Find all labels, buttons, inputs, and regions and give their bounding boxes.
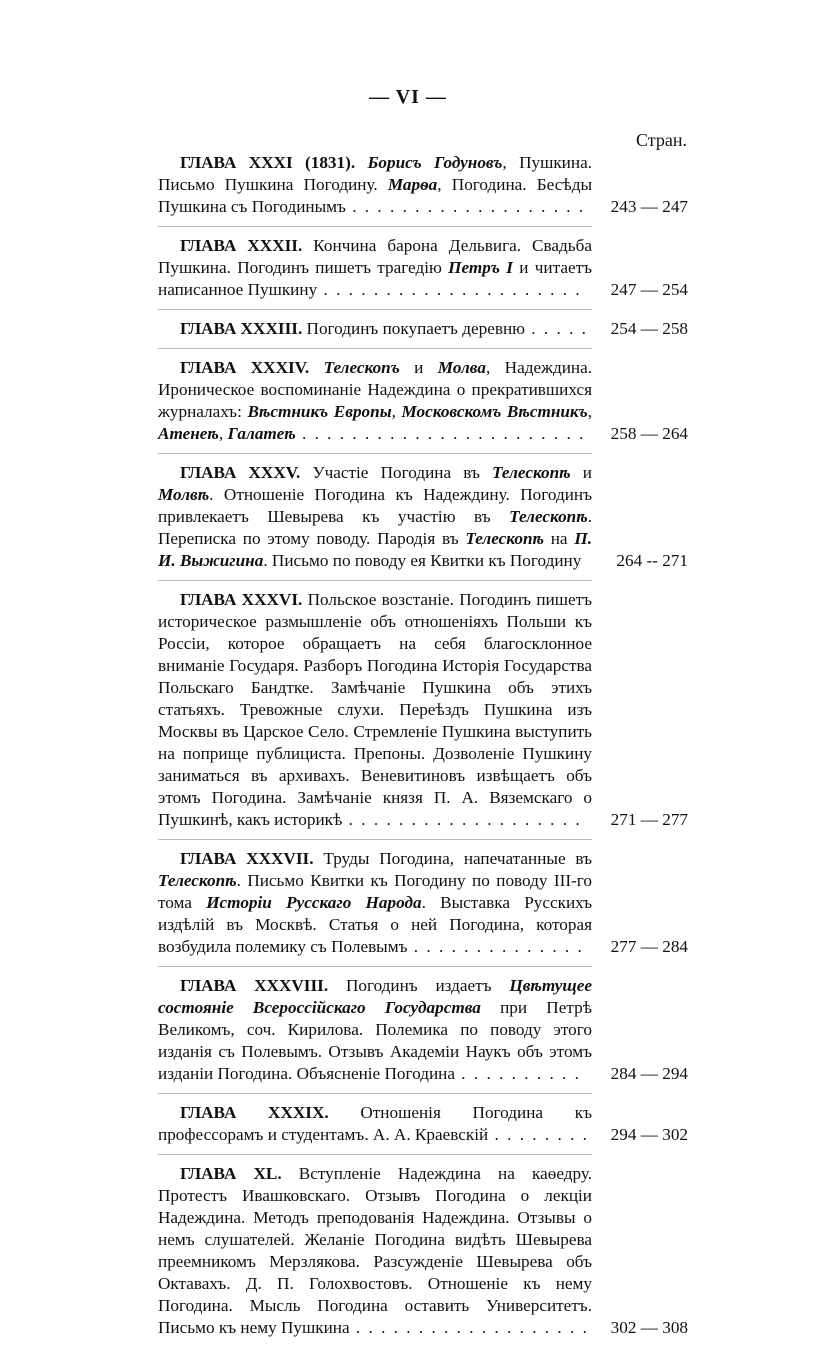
entry-text xyxy=(309,358,323,377)
italic-title: Молва xyxy=(437,358,486,377)
entry-text: Погодинъ покупаетъ деревню xyxy=(302,319,525,338)
page-range: 302 — 308 xyxy=(596,1317,688,1339)
toc-entry xyxy=(158,848,688,958)
italic-title: Телескопѣ xyxy=(509,507,588,526)
entry-text: Участіе Погодина въ xyxy=(300,463,493,482)
toc-entry xyxy=(158,462,688,572)
leader-dots: . . . . . . . . . . . . . . . . . . . xyxy=(342,810,582,829)
italic-title: Молвѣ xyxy=(158,485,210,504)
chapter-heading: ГЛАВА XXXIX. xyxy=(180,1103,329,1122)
chapter-heading: ГЛАВА XXXII. xyxy=(180,236,303,255)
italic-title: Телескопѣ xyxy=(465,529,544,548)
leader-dots: . . . . . . . . . . . . . . . . . . . . . . . xyxy=(295,424,586,443)
leader-dots: . . . . . . . . . . . . . . xyxy=(407,937,584,956)
leader-dots: . . . . . . . . . . . . . . . . . . . xyxy=(345,197,586,216)
leader-dots: . . . . . . . . . . xyxy=(454,1064,581,1083)
toc-entry xyxy=(158,1163,688,1339)
entry-text: и читаетъ написанное Пушкину xyxy=(158,258,592,299)
entry-text: , Надеждина. Ироническое воспоминаніе Надеждина о прекратившихся журналахъ: xyxy=(158,358,593,421)
entry-divider xyxy=(158,966,592,967)
page-range: 277 — 284 xyxy=(596,936,688,958)
entry-divider xyxy=(158,309,592,310)
table-of-contents xyxy=(158,152,688,1347)
toc-entry xyxy=(158,357,688,445)
chapter-heading: ГЛАВА XXXVI. xyxy=(180,590,303,609)
entry-text: Вступленіе Надеждина на каѳедру. Протестъ Ивашковскаго. Отзывъ Погодина о лекціи Надеждина. Методъ преподованія Надеждина. Отзывы о немъ слушателей. Желаніе Погодина видѣть Шевырева преемникомъ Мерзлякова. Разсужденіе Шевырева объ Октавахъ. Д. П. Голохвостовъ. Отношеніе къ нему Погодина. Мысль Погодина оставить Университетъ. Письмо къ нему Пушкина xyxy=(158,1164,593,1337)
chapter-heading: ГЛАВА XXXIII. xyxy=(180,319,303,338)
italic-title: Борисъ Годуновъ xyxy=(367,153,503,172)
entry-text: . Переписка по этому поводу. Пародія въ xyxy=(158,507,592,548)
chapter-heading: ГЛАВА XL. xyxy=(180,1164,282,1183)
page-range: 264 -- 271 xyxy=(596,550,688,572)
italic-title: Телескопъ xyxy=(323,358,400,377)
entry-text: , xyxy=(218,424,228,443)
leader-dots: . . . . . . . . xyxy=(488,1125,589,1144)
entry-text xyxy=(355,153,367,172)
italic-title: Вѣстникъ Европы xyxy=(247,402,392,421)
toc-entry xyxy=(158,975,688,1085)
italic-title: Цвѣтущее состояніе Всероссійскаго Государства xyxy=(158,976,592,1017)
entry-text: . Выставка Русскихъ издѣлій въ Москвѣ. Статья о ней Погодина, которая возбудила полемику съ Полевымъ xyxy=(158,893,592,956)
entry-text: Труды Погодина, напечатанные въ xyxy=(313,849,592,868)
italic-title: Галатеѣ xyxy=(227,424,296,443)
toc-entry xyxy=(158,589,688,831)
entry-text: , Погодина. Бесѣды Пушкина съ Погодинымъ xyxy=(158,175,592,216)
toc-entry xyxy=(158,235,688,301)
entry-text: . Письмо по поводу ея Квитки къ Погодину xyxy=(263,551,582,570)
chapter-heading: ГЛАВА XXXVII. xyxy=(180,849,314,868)
page-range: 271 — 277 xyxy=(596,809,688,831)
entry-text: Погодинъ издаетъ xyxy=(328,976,510,995)
italic-title: П. И. Выжигина xyxy=(158,529,593,570)
page-range: 294 — 302 xyxy=(596,1124,688,1146)
page-range: 243 — 247 xyxy=(596,196,688,218)
italic-title: Телескопѣ xyxy=(492,463,571,482)
entry-divider xyxy=(158,453,592,454)
entry-divider xyxy=(158,839,592,840)
toc-entry xyxy=(158,1102,688,1146)
entry-text: Отношенія Погодина къ профессорамъ и студентамъ. А. А. Краевскій xyxy=(158,1103,592,1144)
chapter-heading: ГЛАВА XXXI (1831). xyxy=(180,153,356,172)
italic-title: Исторіи Русскаго Народа xyxy=(206,893,422,912)
page-range: 284 — 294 xyxy=(596,1063,688,1085)
chapter-heading: ГЛАВА XXXIV. xyxy=(180,358,310,377)
entry-text: Польское возстаніе. Погодинъ пишетъ историческое размышленіе объ отношеніяхъ Польши къ Россіи, которое обращаетъ на себя благосклонное вниманіе Государя. Разборъ Погодина Исторія Государства Польскаго Бандтке. Замѣчаніе Пушкина объ этихъ статьяхъ. Тревожные слухи. Переѣздъ Пушкина изъ Москвы въ Царское Село. Стремленіе Пушкина выступить на поприще публициста. Препоны. Дозволеніе Пушкину заниматься въ архивахъ. Веневитиновъ извѣщаетъ объ этомъ Погодина. Замѣчаніе князя П. А. Вяземскаго о Пушкинѣ, какъ историкѣ xyxy=(158,590,592,829)
italic-title: Марѳа xyxy=(387,175,438,194)
pages-column-label: Стран. xyxy=(636,130,687,150)
leader-dots: . . . . . xyxy=(525,319,588,338)
entry-text: и xyxy=(399,358,438,377)
entry-text: Кончина барона Дельвига. Свадьба Пушкина. Погодинъ пишетъ трагедію xyxy=(158,236,592,277)
page-number: — VI — xyxy=(369,86,447,108)
page-range: 254 — 258 xyxy=(596,318,688,340)
italic-title: Петръ I xyxy=(448,258,513,277)
italic-title: Московскомъ Вѣстникъ xyxy=(401,402,588,421)
entry-divider xyxy=(158,1154,592,1155)
page-range: 258 — 264 xyxy=(596,423,688,445)
entry-text: , xyxy=(587,402,592,421)
toc-entry xyxy=(158,318,688,340)
entry-text: . Отношеніе Погодина къ Надеждину. Погодинъ привлекаетъ Шевырева къ участію въ xyxy=(158,485,592,526)
entry-text: на xyxy=(543,529,575,548)
italic-title: Атенеѣ xyxy=(158,424,219,443)
leader-dots: . . . . . . . . . . . . . . . . . . . . . xyxy=(317,280,582,299)
page-range: 247 — 254 xyxy=(596,279,688,301)
entry-text: , Пушкина. Письмо Пушкина Погодину. xyxy=(158,153,592,194)
entry-divider xyxy=(158,580,592,581)
entry-text: и xyxy=(570,463,592,482)
entry-text: . Письмо Квитки къ Погодину по поводу III-го тома xyxy=(158,871,592,912)
italic-title: Телескопѣ xyxy=(158,871,237,890)
entry-divider xyxy=(158,348,592,349)
leader-dots: . . . . . . . . . . . . . . . . . . . xyxy=(349,1318,589,1337)
chapter-heading: ГЛАВА XXXVIII. xyxy=(180,976,329,995)
toc-entry xyxy=(158,152,688,218)
entry-divider xyxy=(158,1093,592,1094)
chapter-heading: ГЛАВА XXXV. xyxy=(180,463,301,482)
entry-divider xyxy=(158,226,592,227)
entry-text: при Петрѣ Великомъ, соч. Кирилова. Полемика по поводу этого изданія съ Полевымъ. Отзывъ Академіи Наукъ объ этомъ изданіи Погодина. Объясненіе Погодина xyxy=(158,998,592,1083)
entry-text: , xyxy=(391,402,402,421)
